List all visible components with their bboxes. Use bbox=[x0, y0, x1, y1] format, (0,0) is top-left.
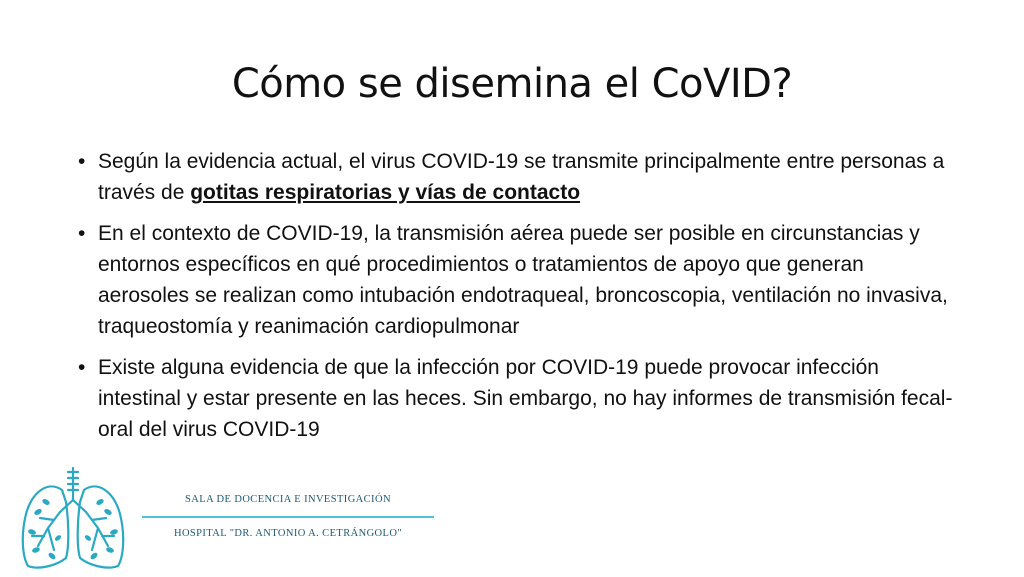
bullet-dot: • bbox=[78, 356, 86, 379]
footer-hospital: HOSPITAL "DR. ANTONIO A. CETRÁNGOLO" bbox=[173, 528, 403, 539]
bullet-item bbox=[74, 146, 954, 208]
bullet-item bbox=[74, 352, 954, 445]
bullet-text: Según la evidencia actual, el virus COVID-19 se transmite principalmente entre personas a través de bbox=[98, 150, 945, 204]
bullet-text: En el contexto de COVID-19, la transmisión aérea puede ser posible en circunstancias y entornos específicos en qué procedimientos o tratamientos de apoyo que generan aerosoles se realizan como intubación endotraqueal, broncoscopia, ventilación no invasiva, traqueostomía y reanimación cardiopulmonar bbox=[98, 222, 948, 338]
bullet-emphasis: gotitas respiratorias y vías de contacto bbox=[190, 181, 581, 204]
bullet-text: Existe alguna evidencia de que la infección por COVID-19 puede provocar infección intestinal y estar presente en las heces. Sin embargo, no hay informes de transmisión fecal-oral del virus COVID-19 bbox=[98, 356, 953, 441]
slide-title: Cómo se disemina el CoVID? bbox=[231, 61, 793, 107]
bullet-dot: • bbox=[78, 150, 86, 173]
footer-department: SALA DE DOCENCIA E INVESTIGACIÓN bbox=[185, 494, 391, 505]
footer-divider bbox=[142, 516, 434, 518]
bullet-dot: • bbox=[78, 222, 86, 245]
bullet-item bbox=[74, 218, 954, 342]
bullet-list bbox=[74, 146, 954, 455]
lungs-icon bbox=[18, 466, 128, 572]
